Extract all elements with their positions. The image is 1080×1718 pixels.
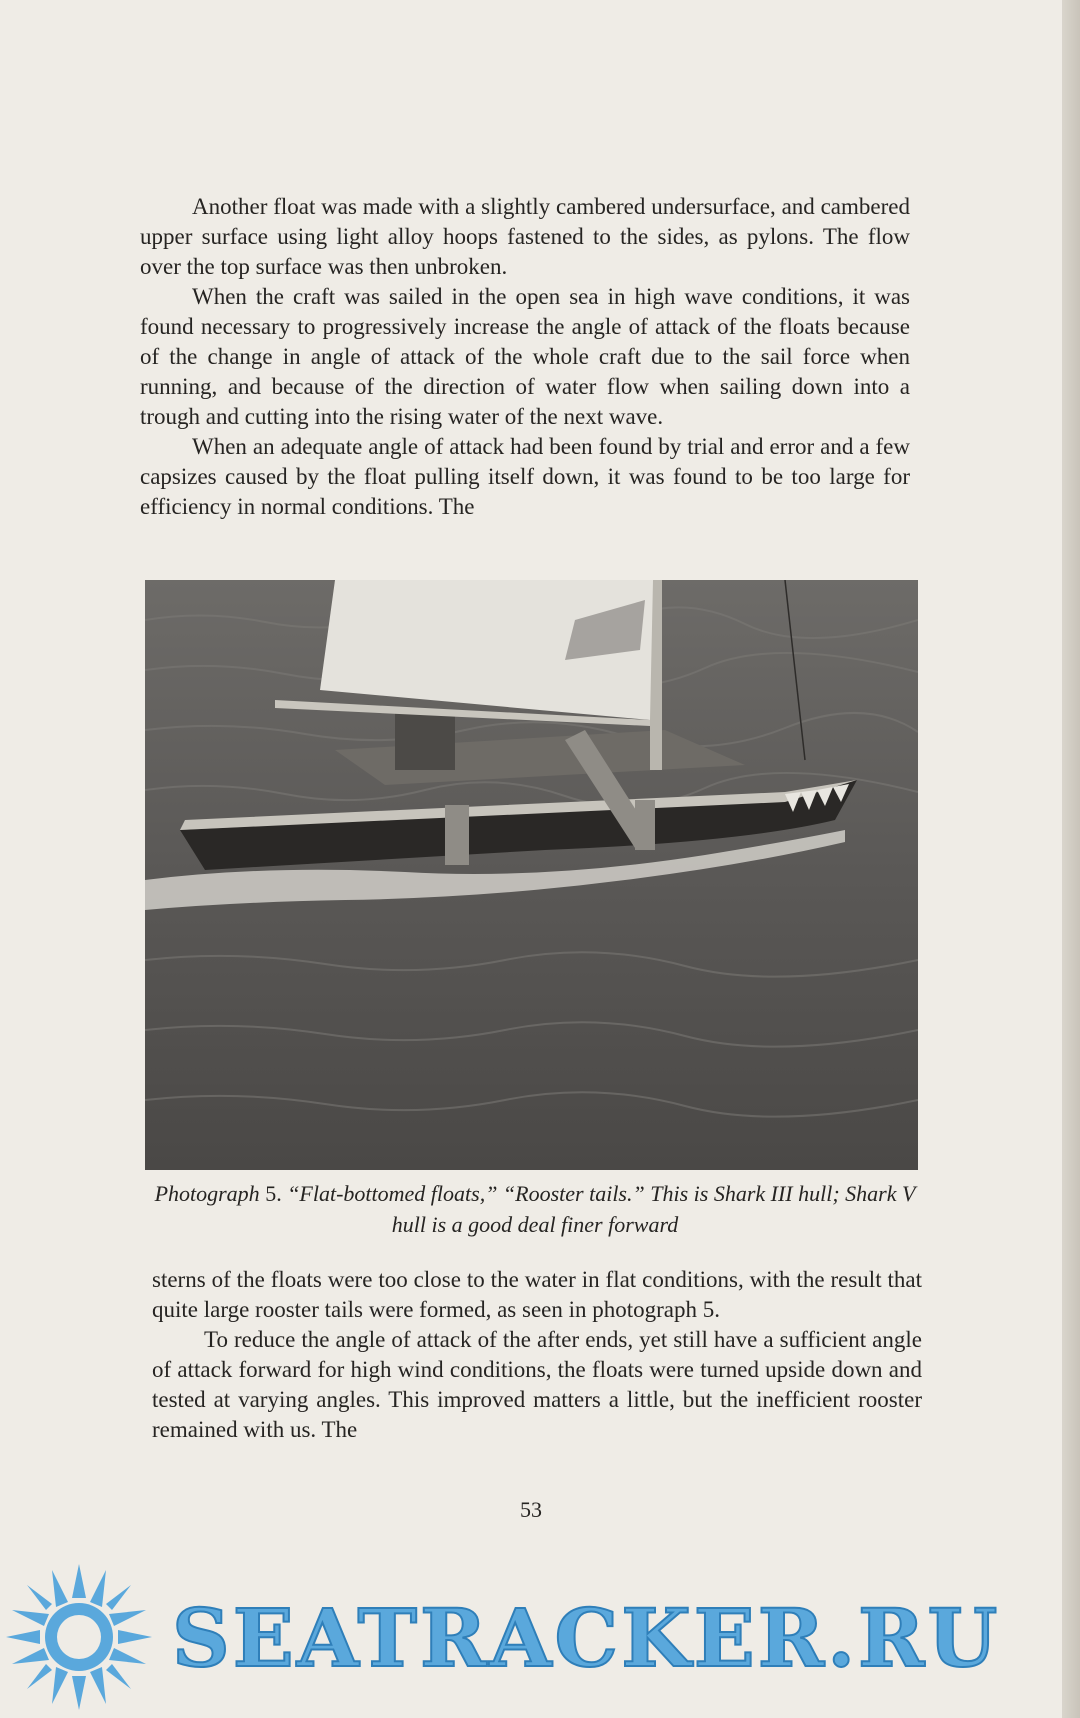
page-number: 53	[520, 1497, 542, 1522]
caption-text: “Flat-bottomed floats,” “Rooster tails.” This is Shark III hull; Shark V hull is a good deal finer forward	[287, 1181, 916, 1237]
paragraph: Another float was made with a slightly cambered undersurface, and cambered upper surface using light alloy hoops fastened to the sides, as pylons. The flow over the top surface was then unbroken.	[140, 194, 910, 279]
watermark-text: SEATRACKER.RU	[172, 1591, 1001, 1685]
paragraph: To reduce the angle of attack of the after ends, yet still have a sufficient angle of attack forward for high wind conditions, the floats were turned upside down and tested at varying angles. This improved matters a little, but the inefficient rooster remained with us. The	[152, 1327, 922, 1442]
photograph-sailing-craft	[145, 580, 918, 1170]
paragraph: sterns of the floats were too close to the water in flat conditions, with the result that quite large rooster tails were formed, as seen in photograph 5.	[152, 1267, 922, 1322]
paragraph: When an adequate angle of attack had been found by trial and error and a few capsizes caused by the float pulling itself down, it was found to be too large for efficiency in normal conditions. The	[140, 434, 910, 519]
photo-caption	[150, 1178, 920, 1240]
body-text-top	[140, 192, 910, 522]
paragraph: When the craft was sailed in the open sea in high wave conditions, it was found necessary to progressively increase the angle of attack of the floats because of the change in angle of attack of the whole craft due to the sail force when running, and because of the direction of water flow when sailing down into a trough and cutting into the rising water of the next wave.	[140, 284, 910, 429]
caption-number: 5.	[265, 1181, 282, 1206]
page-edge	[1062, 0, 1080, 1718]
body-text-bottom	[152, 1265, 922, 1445]
caption-label: Photograph	[154, 1181, 260, 1206]
sun-logo-icon	[4, 1562, 154, 1712]
